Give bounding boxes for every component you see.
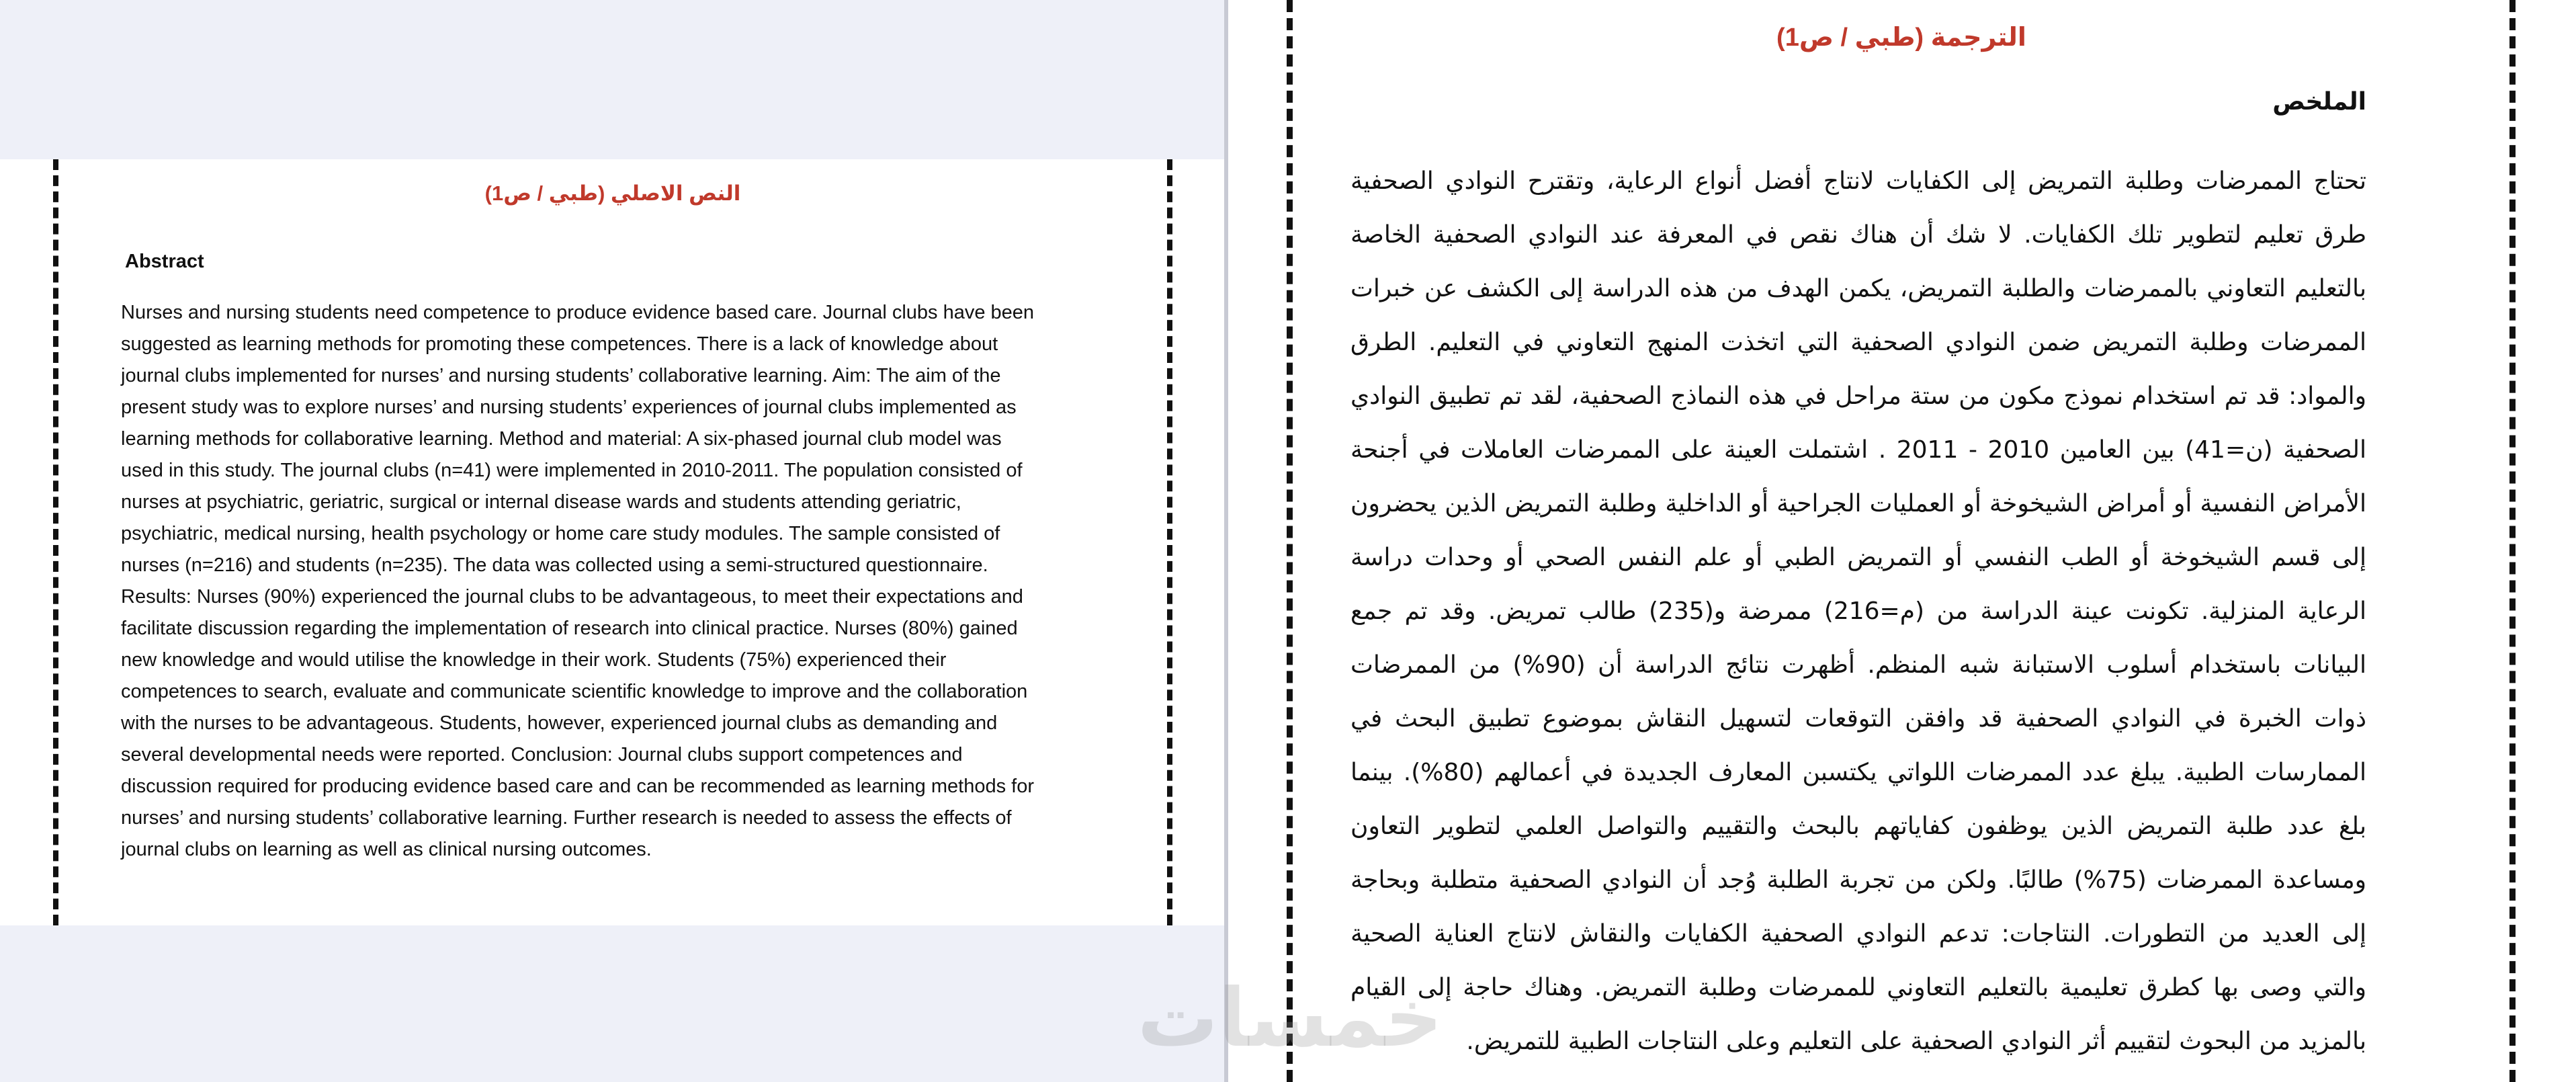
original-page-border-right: [1167, 159, 1172, 925]
translation-title: الترجمة (طبي / ص1): [1776, 24, 2026, 52]
original-abstract-heading: Abstract: [125, 251, 204, 272]
translation-abstract-text: تحتاج الممرضات وطلبة التمريض إلى الكفايات لانتاج أفضل أنواع الرعاية، وتقترح النوادي الصحفية طرق تعليم لتطوير تلك الكفايات. لا شك أن هناك نقص في المعرفة عند النوادي الصحفية الخاصة بالتعليم التعاوني بالممرضات والطلبة التمريض، يكمن الهدف من هذه الدراسة إلى الكشف عن خبرات الممرضات وطلبة التمريض ضمن النوادي الصحفية التي اتخذت المنهج التعاوني في التعليم. الطرق والمواد: قد تم استخدام نموذج مكون من ستة مراحل في هذه النماذج الصحفية، لقد تم تطبيق النوادي الصحفية (ن=41) بين العامين 2010 - 2011 . اشتملت العينة على الممرضات العاملات في أجنحة الأمراض النفسية أو أمراض الشيخوخة أو العمليات الجراحية أو الداخلية وطلبة التمريض الذين يحضرون إلى قسم الشيخوخة أو الطب النفسي أو التمريض الطبي أو علم النفس الصحي أو وحدات دراسة الرعاية المنزلية. تكونت عينة الدراسة من (م=216) ممرضة و(235) طالب تمريض. وقد تم جمع البيانات باستخدام أسلوب الاستبانة شبه المنظم. أظهرت نتائج الدراسة أن (90%) من الممرضات ذوات الخبرة في النوادي الصحفية قد وافقن التوقعات لتسهيل النقاش بموضوع تطبيق البحث في الممارسات الطبية. يبلغ عدد الممرضات اللواتي يكتسبن المعارف الجديدة في أعمالهم (80%). بينما بلغ عدد طلبة التمريض الذين يوظفون كفاياتهم بالبحث والتقييم والتواصل العلمي لتطوير التعاون ومساعدة الممرضات (75%) طالبًا. ولكن من تجربة الطلبة وُجد أن النوادي الصحفية متطلبة وبحاجة إلى العديد من التطورات. النتاجات: تدعم النوادي الصحفية الكفايات والنقاش لانتاج العناية الصحية والتي وصى بها كطرق تعليمية بالتعليم التعاوني للممرضات وطلبة التمريض. وهناك حاجة إلى القيام بالمزيد من البحوث لتقييم أثر النوادي الصحفية على التعليم وعلى النتاجات الطبية للتمريض.: [1350, 167, 2366, 1055]
translation-page-border-right: [2509, 0, 2516, 1082]
translation-abstract-heading: الملخص: [2272, 87, 2366, 115]
original-title: النص الاصلي (طبي / ص1): [484, 181, 741, 205]
original-page-border-left: [53, 159, 58, 925]
khamsat-watermark: خمسات: [1137, 973, 1443, 1063]
translation-page-border-left: [1287, 0, 1293, 1082]
original-abstract-text: Nurses and nursing students need competence to produce evidence based care. Journal clubs have been suggested as learning methods for promoting these competences. There is a lack of knowledge about journal clubs implemented for nurses’ and nursing students’ collaborative learning. Aim: The aim of the present study was to explore nurses’ and nursing students’ experiences of journal clubs implemented as learning methods for collaborative learning. Method and material: A six-phased journal club model was used in this study. The journal clubs (n=41) were implemented in 2010-2011. The population consisted of nurses at psychiatric, geriatric, surgical or internal disease wards and students attending geriatric, psychiatric, medical nursing, health psychology or home care study modules. The sample consisted of nurses (n=216) and students (n=235). The data was collected using a semi-structured questionnaire. Results: Nurses (90%) experienced the journal clubs to be advantageous, to meet their expectations and facilitate discussion regarding the implementation of research into clinical practice. Nurses (80%) gained new knowledge and would utilise the knowledge in their work. Students (75%) experienced their competences to search, evaluate and communicate scientific knowledge to improve and the collaboration with the nurses to be advantageous. Students, however, experienced journal clubs as demanding and several developmental needs were reported. Conclusion: Journal clubs support competences and discussion required for producing evidence based care and can be recommended as learning methods for nurses’ and nursing students’ collaborative learning. Further research is needed to assess the effects of journal clubs on learning as well as clinical nursing outcomes.: [121, 302, 1035, 860]
